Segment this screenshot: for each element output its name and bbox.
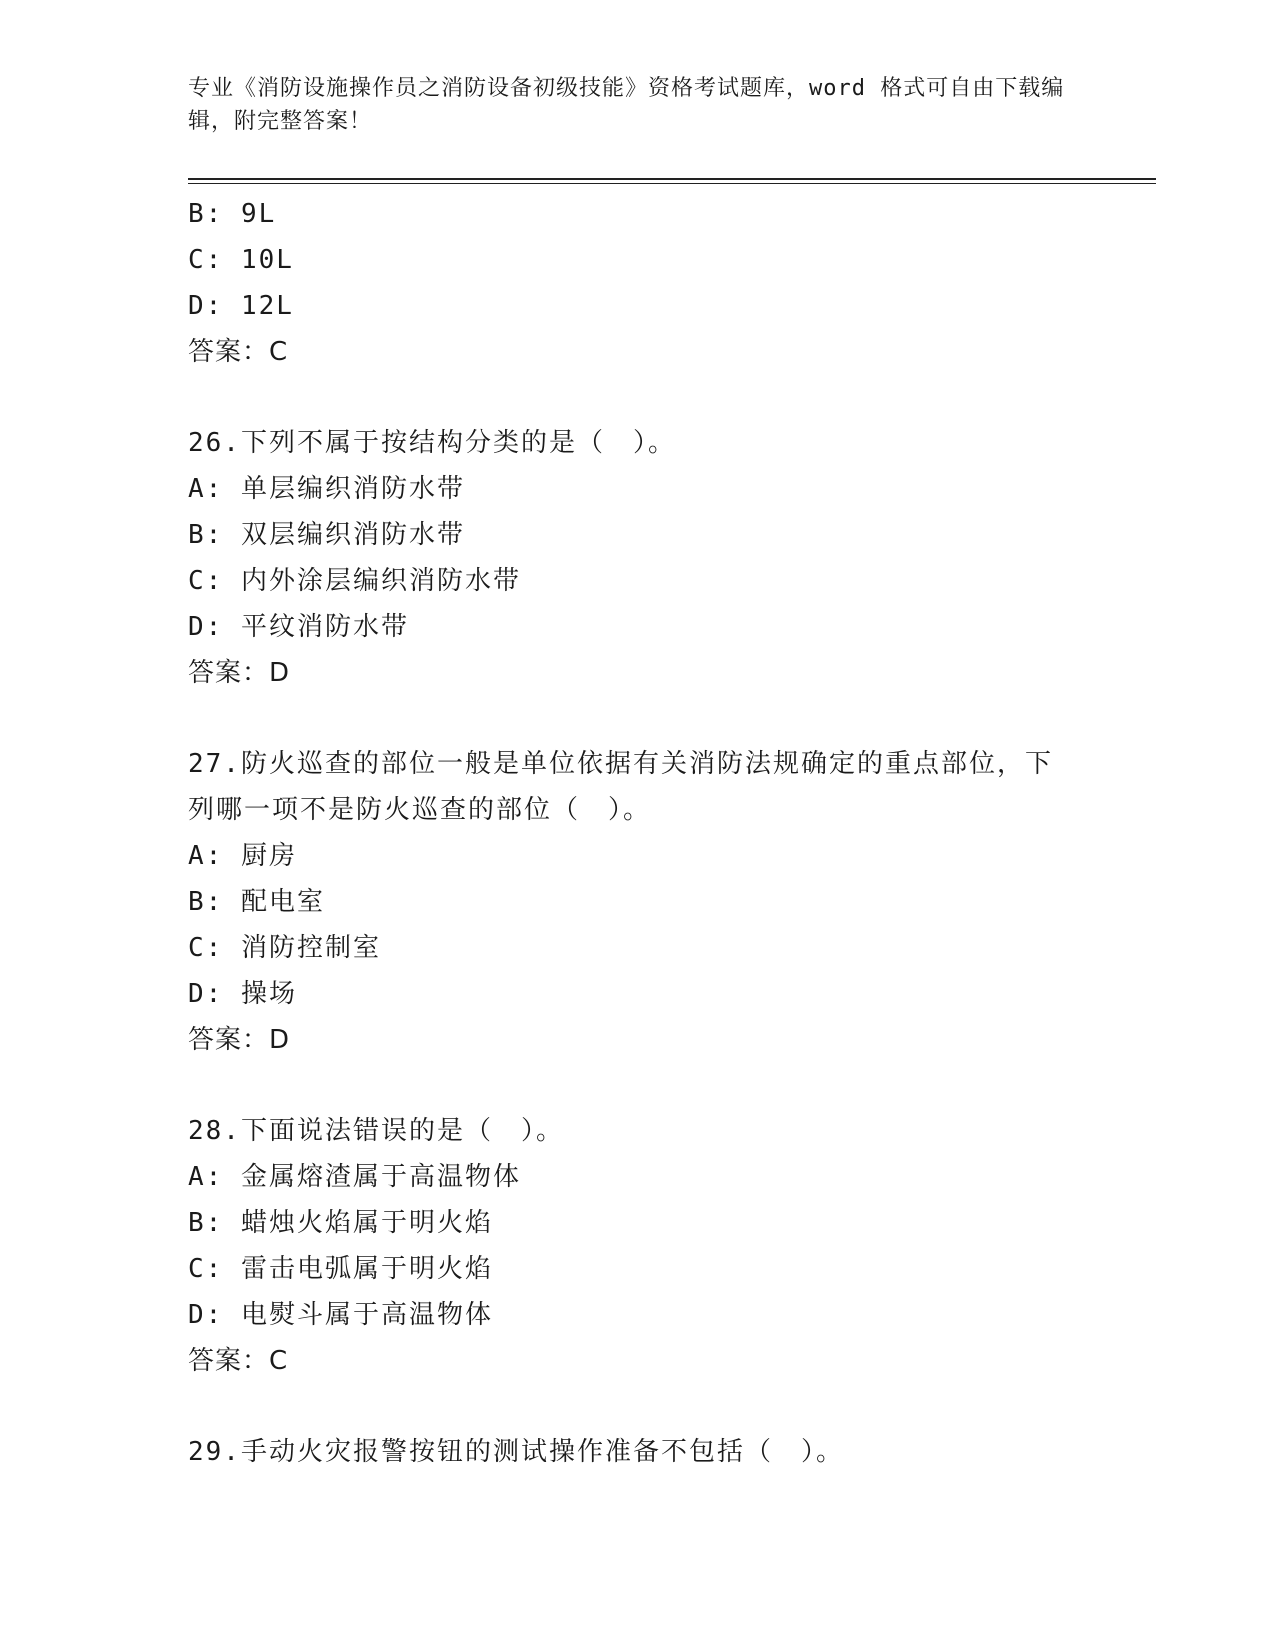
- option-line: D: 12L: [188, 291, 294, 321]
- option-line: C: 内外涂层编织消防水带: [188, 566, 521, 596]
- header-rule-thick: [188, 178, 1156, 180]
- question-content: [188, 191, 1088, 1475]
- option-line: A: 厨房: [188, 841, 297, 871]
- option-line: B: 双层编织消防水带: [188, 520, 465, 550]
- option-line: D: 电熨斗属于高温物体: [188, 1300, 493, 1330]
- answer-line: 答案：D: [188, 1025, 291, 1055]
- option-line: C: 雷击电弧属于明火焰: [188, 1254, 493, 1284]
- answer-line: 答案：C: [188, 337, 289, 367]
- question-stem: 29.手动火灾报警按钮的测试操作准备不包括（ ）。: [188, 1437, 844, 1467]
- option-line: A: 金属熔渣属于高温物体: [188, 1162, 521, 1192]
- option-line: B: 蜡烛火焰属于明火焰: [188, 1208, 493, 1238]
- answer-line: 答案：D: [188, 658, 291, 688]
- option-line: B: 9L: [188, 199, 277, 229]
- option-line: D: 平纹消防水带: [188, 612, 409, 642]
- document-header: 专业《消防设施操作员之消防设备初级技能》资格考试题库，word 格式可自由下载编辑，附完整答案！: [188, 76, 1065, 134]
- question-stem: 26.下列不属于按结构分类的是（ ）。: [188, 428, 676, 458]
- question-stem: 28.下面说法错误的是（ ）。: [188, 1116, 564, 1146]
- option-line: C: 消防控制室: [188, 933, 381, 963]
- answer-line: 答案：C: [188, 1346, 289, 1376]
- option-line: B: 配电室: [188, 887, 325, 917]
- question-stem: 27.防火巡查的部位一般是单位依据有关消防法规确定的重点部位，下: [188, 749, 1053, 779]
- option-line: A: 单层编织消防水带: [188, 474, 465, 504]
- option-line: D: 操场: [188, 979, 297, 1009]
- header-rule-thin: [188, 183, 1156, 184]
- question-stem-continued: 列哪一项不是防火巡查的部位（ ）。: [188, 795, 652, 825]
- option-line: C: 10L: [188, 245, 294, 275]
